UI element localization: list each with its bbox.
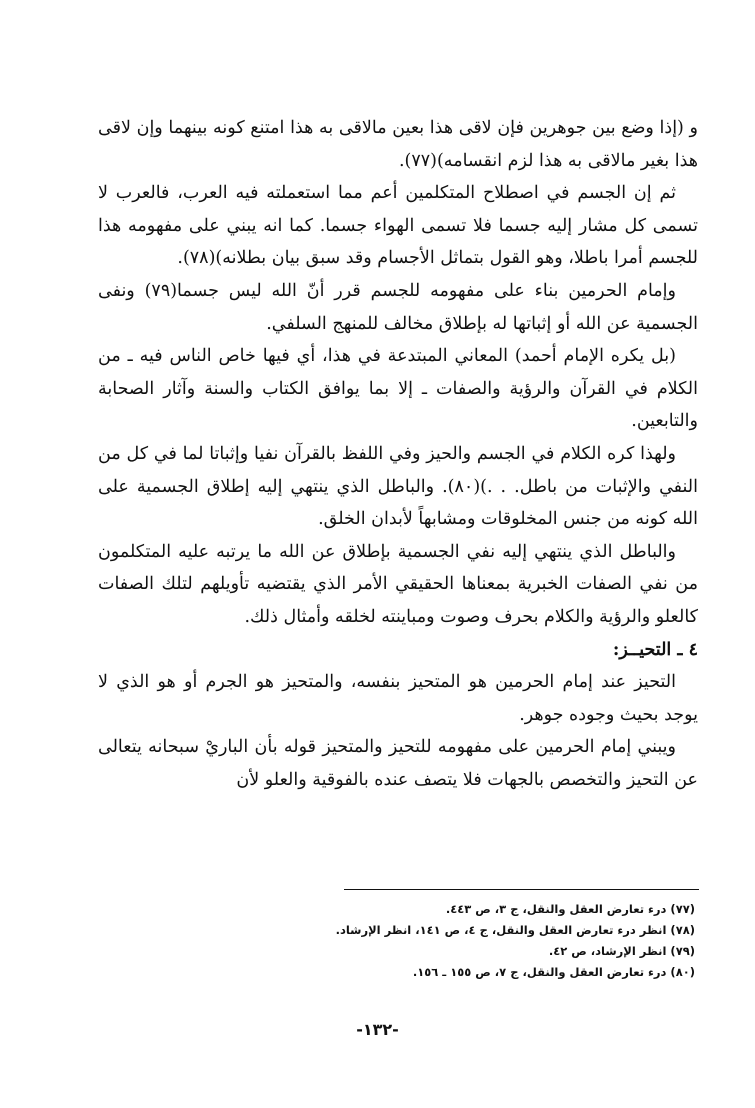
paragraph: التحيز عند إمام الحرمين هو المتحيز بنفسه، والمتحيز هو الجرم أو هو الذي لا يوجد بحيث وجوده جوهر. (98, 672, 698, 725)
paragraph: والباطل الذي ينتهي إليه نفي الجسمية بإطلاق عن الله ما يرتبه عليه المتكلمون من نفي الصفات الخبرية بمعناها الحقيقي الأمر الذي يقتضيه تأويلهم لتلك الصفات كالعلو والرؤية والكلام بحرف وصوت ومباينته لخلقه وأمثال ذلك. (98, 541, 698, 627)
section-heading: ٤ ـ التحيــز: (612, 639, 698, 660)
paragraph: ولهذا كره الكلام في الجسم والحيز وفي اللفظ بالقرآن نفيا وإثباتا لما في كل من النفي والإثبات من باطل. . .)(٨٠). والباطل الذي ينتهي إليه إطلاق الجسمية على الله كونه من جنس المخلوقات ومشابهاً لأبدان الخلق. (98, 443, 698, 530)
paragraph: وإمام الحرمين بناء على مفهومه للجسم قرر أنّ الله ليس جسما(٧٩) ونفى الجسمية عن الله أو إثباتها له بإطلاق مخالف للمنهج السلفي. (98, 280, 698, 334)
body-text (98, 112, 698, 796)
paragraph: (بل يكره الإمام أحمد) المعاني المبتدعة في هذا، أي فيها خاص الناس فيه ـ من الكلام في القرآن والرؤية والصفات ـ إلا بما يوافق الكتاب والسنة وآثار الصحابة والتابعين. (98, 346, 698, 432)
footnotes (200, 899, 695, 983)
footnote-divider (344, 889, 699, 890)
paragraph: و (إذا وضع بين جوهرين فإن لاقى هذا بعين مالاقى به هذا امتنع كونه بينهما وإن لاقى هذا بغير مالاقى به هذا لزم انقسامه)(٧٧). (98, 118, 698, 171)
footnote: (٧٨) انظر درء تعارض العقل والنقل، ج ٤، ص ١٤١، انظر الإرشاد. (335, 923, 695, 937)
paragraph: ويبني إمام الحرمين على مفهومه للتحيز والمتحيز قوله بأن الباريْ سبحانه يتعالى عن التحيز والتخصص بالجهات فلا يتصف عنده بالفوقية والعلو لأن (98, 737, 698, 790)
footnote: (٧٩) انظر الإرشاد، ص ٤٢. (548, 944, 695, 958)
footnote: (٨٠) درء تعارض العقل والنقل، ج ٧، ص ١٥٥ ـ ١٥٦. (412, 965, 695, 979)
page-number: -١٣٢- (356, 1020, 399, 1039)
footnote: (٧٧) درء تعارض العقل والنقل، ج ٣، ص ٤٤٣. (445, 902, 695, 916)
paragraph: ثم إن الجسم في اصطلاح المتكلمين أعم مما استعملته فيه العرب، فالعرب لا تسمى كل مشار إليه جسما فلا تسمى الهواء جسما. كما انه يبني على مفهومه هذا للجسم أمرا باطلا، وهو القول بتماثل الأجسام وقد سبق بيان بطلانه)(٧٨). (98, 183, 698, 269)
